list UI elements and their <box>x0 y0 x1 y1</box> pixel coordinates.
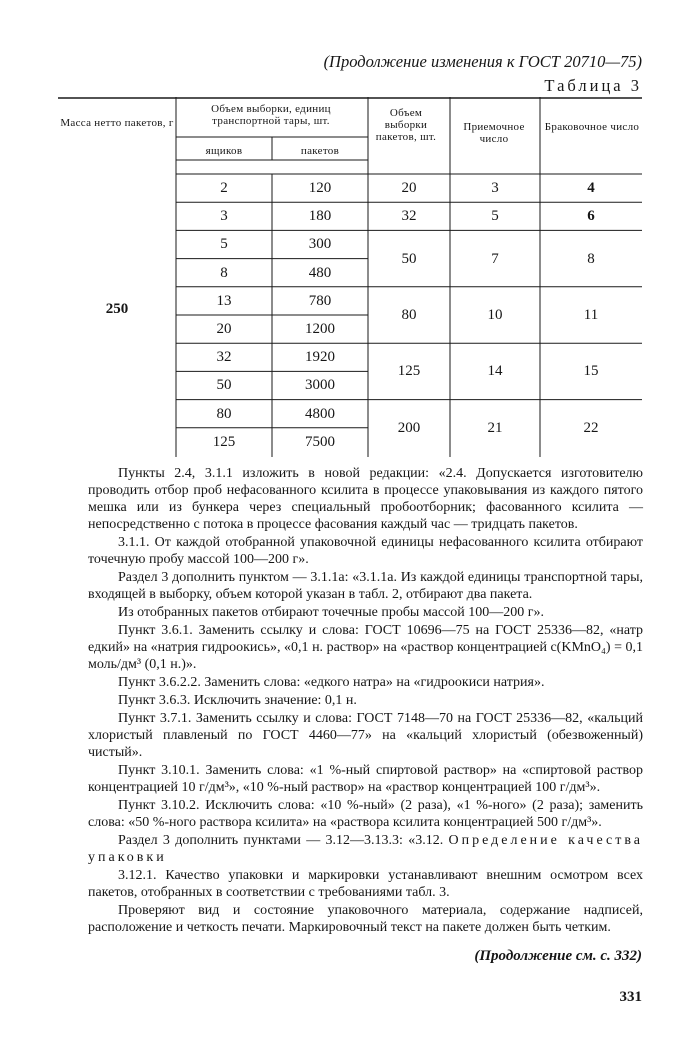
cell-sample-volume: 200 <box>397 419 421 436</box>
cell-packets: 120 <box>308 180 332 196</box>
header-packets: пакетов <box>300 145 340 157</box>
section-heading: Определение качества упаковки <box>88 833 643 865</box>
header-mass: Масса нетто пакетов, г <box>60 117 174 129</box>
paragraph <box>88 832 643 866</box>
cell-packets: 7500 <box>305 433 335 450</box>
continuation-header: (Продолжение изменения к ГОСТ 20710—75) <box>323 52 642 71</box>
cell-boxes: 8 <box>220 264 228 281</box>
page-number: 331 <box>619 989 642 1005</box>
paragraph: Пункт 3.6.2.2. Заменить слова: «едкого натра» на «гидроокиси натрия». <box>118 675 545 690</box>
header-sample-volume-packets: Объем выборки пакетов, шт. <box>375 107 437 143</box>
cell-packets: 1920 <box>305 349 335 366</box>
cell-packets: 780 <box>308 292 332 309</box>
continuation-footer: (Продолжение см. с. 332) <box>474 948 642 964</box>
cell-packets: 180 <box>308 208 332 225</box>
paragraph: Пункт 3.10.1. Заменить слова: «1 %-ный спиртовой раствор» на «спиртовой раствор концентрацией 10 г/дм³», «10 %-ный раствор» на «раствор концентрацией 100 г/дм³». <box>88 763 643 795</box>
cell-rejection: 6 <box>587 208 595 225</box>
cell-acceptance: 21 <box>487 419 503 436</box>
cell-sample-volume: 32 <box>401 208 417 225</box>
paragraph: Из отобранных пакетов отбирают точечные пробы массой 100—200 г». <box>118 605 544 620</box>
cell-rejection: 11 <box>583 307 599 323</box>
header-rejection: Браковочное число <box>544 121 640 133</box>
paragraph: 3.12.1. Качество упаковки и маркировки устанавливают внешним осмотром всех пакетов, отобранных в соответствии с требованиями табл. 3. <box>88 868 643 900</box>
cell-rejection: 22 <box>583 419 599 436</box>
cell-sample-volume: 80 <box>401 307 417 323</box>
paragraph: Пункт 3.10.2. Исключить слова: «10 %-ный» (2 раза), «1 %-ного» (2 раза); заменить слова: «50 %-ного раствора ксилита» на «раствора ксилита концентрацией 500 г/дм³». <box>88 798 643 830</box>
cell-packets: 3000 <box>305 377 335 394</box>
cell-acceptance: 3 <box>491 180 499 197</box>
cell-rejection: 8 <box>587 250 595 267</box>
paragraph-lead: Раздел 3 дополнить пунктами — 3.12—3.13.3: «3.12. <box>118 833 449 848</box>
cell-acceptance: 10 <box>487 307 503 323</box>
cell-boxes: 32 <box>216 349 232 366</box>
cell-rejection: 4 <box>587 180 595 197</box>
paragraph: 3.1.1. От каждой отобранной упаковочной единицы нефасованного ксилита отбирают точечную пробу массой 100—200 г». <box>88 535 643 567</box>
cell-acceptance: 7 <box>491 250 499 267</box>
header-boxes: ящиков <box>205 145 243 157</box>
cell-packets: 4800 <box>305 405 335 422</box>
paragraph: Пункт 3.6.1. Заменить ссылку и слова: ГОСТ 10696—75 на ГОСТ 25336—82, «натр едкий» на «натрия гидроокись», «0,1 н. раствор» на «раствор концентрацией c(KMnO₄) = 0,1 моль/дм³ (0,1 н.)». <box>88 623 643 672</box>
cell-sample-volume: 125 <box>397 363 421 380</box>
paragraph: Проверяют вид и состояние упаковочного материала, содержание надписей, расположение и четкость печати. Маркировочный текст на пакете должен быть четким. <box>88 903 643 935</box>
cell-packets: 300 <box>308 236 332 253</box>
cell-boxes: 125 <box>212 433 236 450</box>
cell-boxes: 20 <box>216 321 232 337</box>
paragraph: Пункты 2.4, 3.1.1 изложить в новой редакции: «2.4. Допускается изготовителю проводить отбор проб нефасованного ксилита в процессе упаковывания из каждого пятого мешка или из бункера через специальный пробоотборник; фасованного ксилита — непосредственно с потока в процессе фасования каждый час — тридцать пакетов. <box>88 466 643 532</box>
cell-boxes: 5 <box>220 236 228 253</box>
header-acceptance: Приемочное число <box>463 121 525 145</box>
cell-rejection: 15 <box>583 363 599 380</box>
paragraph: Раздел 3 дополнить пунктом — 3.1.1а: «3.1.1а. Из каждой единицы транспортной тары, входящей в выборку, объем которой указан в табл. 2, отбирают два пакета. <box>88 570 643 602</box>
cell-packets: 1200 <box>305 321 335 337</box>
cell-boxes: 80 <box>216 405 232 422</box>
cell-boxes: 2 <box>220 180 228 196</box>
paragraph: Пункт 3.7.1. Заменить ссылку и слова: ГОСТ 7148—70 на ГОСТ 25336—82, «кальций хлористый плавленый по ГОСТ 4460—77» на «кальций хлористый (обезвоженный) чистый». <box>88 711 643 760</box>
paragraph: Пункт 3.6.3. Исключить значение: 0,1 н. <box>118 693 357 708</box>
table-label: Таблица 3 <box>544 76 642 95</box>
body-text <box>88 465 643 937</box>
cell-sample-volume: 50 <box>401 250 417 267</box>
cell-boxes: 13 <box>216 292 232 309</box>
header-sample-volume-units: Объем выборки, единиц транспортной тары, шт. <box>211 103 331 127</box>
mass-value: 250 <box>105 301 129 317</box>
cell-sample-volume: 20 <box>401 180 417 197</box>
cell-acceptance: 5 <box>491 208 499 225</box>
table-3 <box>58 97 642 457</box>
cell-boxes: 3 <box>220 208 228 225</box>
cell-boxes: 50 <box>216 377 232 394</box>
cell-packets: 480 <box>308 264 332 281</box>
cell-acceptance: 14 <box>487 363 503 380</box>
